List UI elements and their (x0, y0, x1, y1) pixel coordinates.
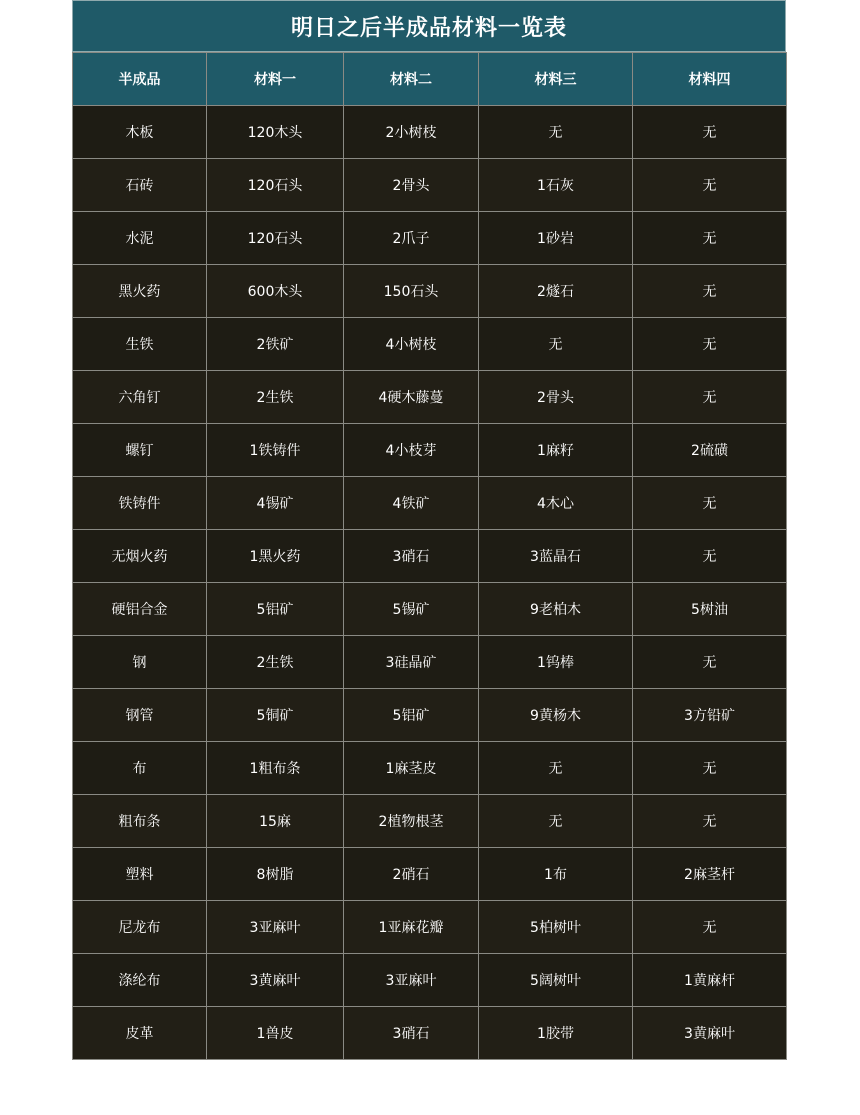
cell-product: 石砖 (73, 159, 207, 212)
cell-product: 铁铸件 (73, 477, 207, 530)
table-row (73, 795, 787, 848)
cell-material-3: 9老柏木 (479, 583, 633, 636)
cell-material-2: 3硅晶矿 (344, 636, 479, 689)
cell-material-4: 无 (633, 530, 787, 583)
cell-material-2: 150石头 (344, 265, 479, 318)
cell-material-3: 1布 (479, 848, 633, 901)
table-row (73, 318, 787, 371)
cell-material-3: 1砂岩 (479, 212, 633, 265)
table-body (73, 106, 787, 1060)
table-row (73, 636, 787, 689)
cell-material-4: 无 (633, 106, 787, 159)
cell-material-4: 无 (633, 318, 787, 371)
cell-material-3: 4木心 (479, 477, 633, 530)
cell-material-4: 无 (633, 477, 787, 530)
cell-material-4: 2麻茎杆 (633, 848, 787, 901)
cell-material-4: 无 (633, 901, 787, 954)
cell-product: 皮革 (73, 1007, 207, 1060)
cell-material-3: 2骨头 (479, 371, 633, 424)
cell-material-4: 3方铅矿 (633, 689, 787, 742)
cell-material-2: 2小树枝 (344, 106, 479, 159)
cell-material-4: 2硫磺 (633, 424, 787, 477)
table-row (73, 477, 787, 530)
cell-product: 水泥 (73, 212, 207, 265)
cell-product: 木板 (73, 106, 207, 159)
cell-material-3: 1钨棒 (479, 636, 633, 689)
cell-material-2: 4小树枝 (344, 318, 479, 371)
cell-product: 无烟火药 (73, 530, 207, 583)
cell-material-4: 无 (633, 212, 787, 265)
cell-material-1: 120石头 (207, 212, 344, 265)
cell-material-4: 无 (633, 636, 787, 689)
cell-product: 塑料 (73, 848, 207, 901)
cell-material-4: 无 (633, 159, 787, 212)
table-row (73, 1007, 787, 1060)
column-header-product: 半成品 (73, 53, 207, 106)
cell-material-2: 1麻茎皮 (344, 742, 479, 795)
cell-material-3: 无 (479, 795, 633, 848)
cell-material-2: 5锡矿 (344, 583, 479, 636)
materials-table (72, 52, 787, 1060)
cell-material-3: 1胶带 (479, 1007, 633, 1060)
cell-material-2: 2硝石 (344, 848, 479, 901)
cell-material-2: 5铝矿 (344, 689, 479, 742)
cell-material-1: 15麻 (207, 795, 344, 848)
table-row (73, 159, 787, 212)
cell-material-4: 无 (633, 371, 787, 424)
cell-material-4: 无 (633, 742, 787, 795)
cell-product: 黑火药 (73, 265, 207, 318)
cell-material-2: 4小枝芽 (344, 424, 479, 477)
cell-material-1: 120石头 (207, 159, 344, 212)
cell-product: 涤纶布 (73, 954, 207, 1007)
table-title: 明日之后半成品材料一览表 (72, 0, 786, 52)
cell-material-3: 2燧石 (479, 265, 633, 318)
cell-product: 硬铝合金 (73, 583, 207, 636)
table-row (73, 954, 787, 1007)
table-row (73, 901, 787, 954)
cell-material-1: 2生铁 (207, 371, 344, 424)
cell-material-1: 5铝矿 (207, 583, 344, 636)
cell-material-3: 无 (479, 742, 633, 795)
cell-material-4: 无 (633, 795, 787, 848)
cell-product: 钢管 (73, 689, 207, 742)
cell-material-4: 无 (633, 265, 787, 318)
table-row (73, 424, 787, 477)
cell-material-1: 4锡矿 (207, 477, 344, 530)
cell-material-1: 1黑火药 (207, 530, 344, 583)
cell-material-2: 3硝石 (344, 1007, 479, 1060)
table-row (73, 212, 787, 265)
cell-material-3: 1石灰 (479, 159, 633, 212)
cell-product: 生铁 (73, 318, 207, 371)
cell-material-1: 2铁矿 (207, 318, 344, 371)
materials-table-container (72, 0, 786, 1060)
cell-product: 钢 (73, 636, 207, 689)
cell-material-2: 2植物根茎 (344, 795, 479, 848)
cell-material-4: 1黄麻杆 (633, 954, 787, 1007)
cell-material-2: 1亚麻花瓣 (344, 901, 479, 954)
cell-material-2: 3硝石 (344, 530, 479, 583)
cell-product: 粗布条 (73, 795, 207, 848)
table-row (73, 265, 787, 318)
cell-material-1: 3亚麻叶 (207, 901, 344, 954)
column-header-material-3: 材料三 (479, 53, 633, 106)
table-row (73, 371, 787, 424)
table-row (73, 848, 787, 901)
cell-material-1: 3黄麻叶 (207, 954, 344, 1007)
table-row (73, 689, 787, 742)
column-header-material-1: 材料一 (207, 53, 344, 106)
cell-product: 布 (73, 742, 207, 795)
table-row (73, 583, 787, 636)
cell-material-1: 1兽皮 (207, 1007, 344, 1060)
cell-product: 螺钉 (73, 424, 207, 477)
cell-material-2: 4硬木藤蔓 (344, 371, 479, 424)
cell-material-3: 9黄杨木 (479, 689, 633, 742)
column-header-material-2: 材料二 (344, 53, 479, 106)
table-row (73, 742, 787, 795)
cell-material-1: 600木头 (207, 265, 344, 318)
table-row (73, 106, 787, 159)
cell-material-2: 4铁矿 (344, 477, 479, 530)
cell-product: 尼龙布 (73, 901, 207, 954)
cell-material-3: 5柏树叶 (479, 901, 633, 954)
cell-material-4: 5树油 (633, 583, 787, 636)
cell-material-3: 无 (479, 106, 633, 159)
cell-material-2: 3亚麻叶 (344, 954, 479, 1007)
cell-material-1: 2生铁 (207, 636, 344, 689)
cell-material-4: 3黄麻叶 (633, 1007, 787, 1060)
cell-material-3: 无 (479, 318, 633, 371)
cell-material-3: 1麻籽 (479, 424, 633, 477)
cell-material-1: 120木头 (207, 106, 344, 159)
cell-material-1: 1铁铸件 (207, 424, 344, 477)
cell-material-2: 2骨头 (344, 159, 479, 212)
cell-material-3: 3蓝晶石 (479, 530, 633, 583)
table-row (73, 530, 787, 583)
cell-material-1: 8树脂 (207, 848, 344, 901)
cell-product: 六角钉 (73, 371, 207, 424)
cell-material-1: 5铜矿 (207, 689, 344, 742)
table-header-row (73, 53, 787, 106)
cell-material-2: 2爪子 (344, 212, 479, 265)
cell-material-3: 5阔树叶 (479, 954, 633, 1007)
cell-material-1: 1粗布条 (207, 742, 344, 795)
column-header-material-4: 材料四 (633, 53, 787, 106)
